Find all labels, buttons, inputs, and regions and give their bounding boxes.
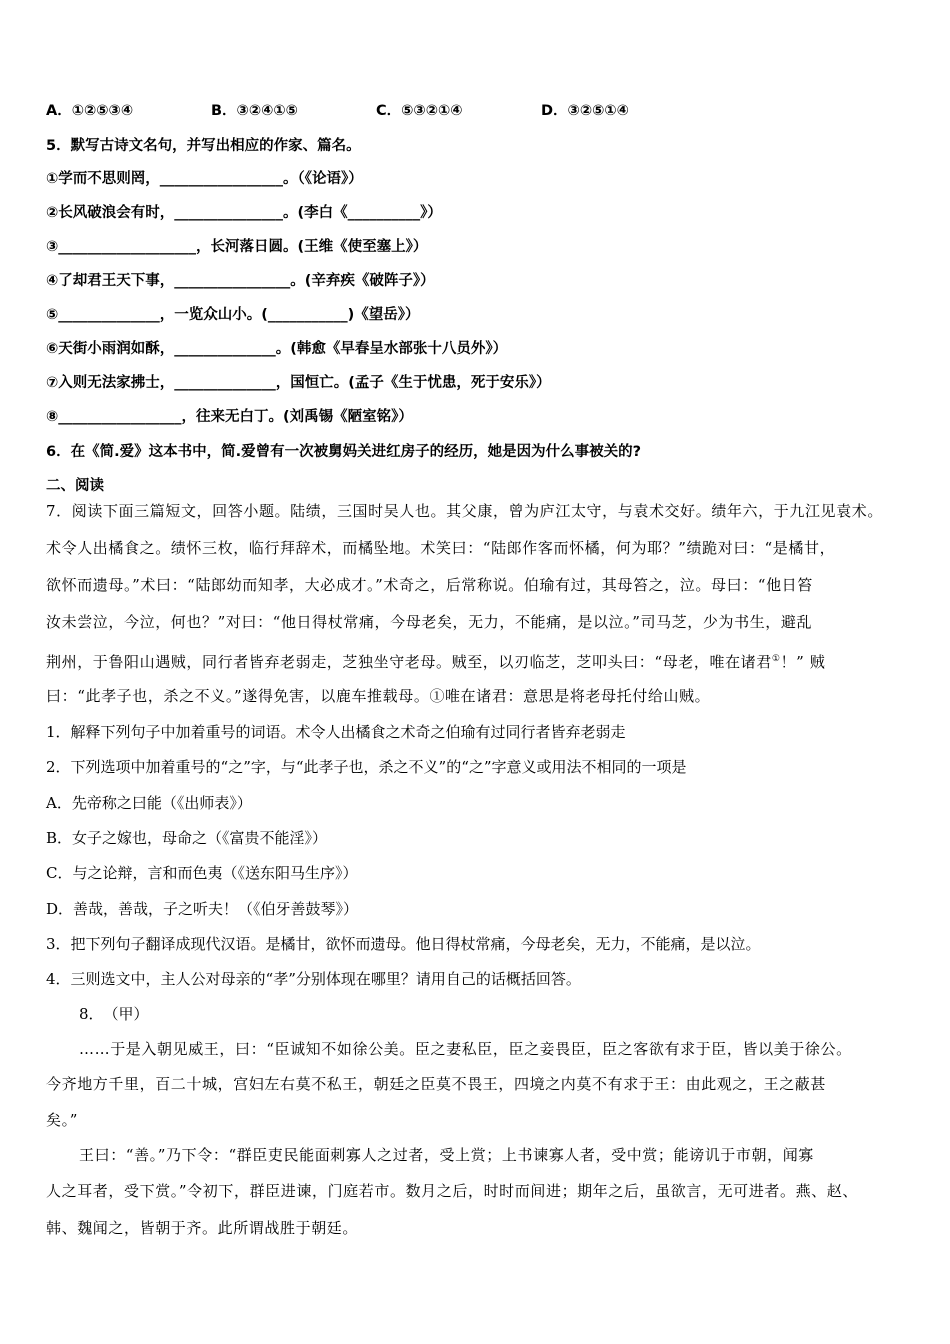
q5-line-3: ③___________________，长河落日圆。(王维《使至塞上》） (46, 239, 428, 255)
q8-line-6: 韩、魏闻之，皆朝于齐。此所谓战胜于朝廷。 (46, 1219, 359, 1237)
q5-title: 5．默写古诗文名句，并写出相应的作家、篇名。 (46, 138, 361, 154)
q7-passage-line-5-text: 荆州，于鲁阳山遇贼，同行者皆弃老弱走，芝独坐守老母。贼至，以刃临芝，芝叩头曰：“母老，唯在诸君 (46, 653, 772, 671)
q7-sub-1: 1．解释下列句子中加着重号的词语。术令人出橘食之术奇之伯瑜有过同行者皆弃老弱走 (46, 723, 626, 741)
q7-passage-line-6: 曰：“此孝子也，杀之不义。”遂得免害，以鹿车推载母。①唯在诸君：意思是将老母托付给山贼。 (46, 687, 711, 705)
q8-line-5: 人之耳者，受下赏。”令初下，群臣进谏，门庭若市。数月之后，时时而间进；期年之后，虽欲言，无可进者。燕、赵、 (46, 1182, 858, 1200)
q6-question: 6．在《简.爱》这本书中，简.爱曾有一次被舅妈关进红房子的经历，她是因为什么事被关的? (46, 444, 642, 460)
option-d: D．③②⑤①④ (541, 103, 629, 119)
q8-line-1: ……于是入朝见威王，曰：“臣诚知不如徐公美。臣之妻私臣，臣之妾畏臣，臣之客欲有求于臣，皆以美于徐公。 (79, 1040, 852, 1058)
q7-option-d: D．善哉，善哉，子之听夫！（《伯牙善鼓琴》） (46, 900, 359, 918)
section-heading: 二、阅读 (46, 478, 104, 494)
q7-passage-line-3: 欲怀而遗母。”术曰：“陆郎幼而知孝，大必成才。”术奇之，后常称说。伯瑜有过，其母笞之，泣。母曰：“他日笞 (46, 576, 813, 594)
q7-passage-line-2: 术令人出橘食之。绩怀三枚，临行拜辞术，而橘坠地。术笑曰：“陆郎作客而怀橘，何为耶？”绩跪对曰：“是橘甘， (46, 539, 836, 557)
q5-line-5: ⑤______________，一览众山小。(___________)《望岳》） (46, 307, 420, 323)
q8-line-2: 今齐地方千里，百二十城，宫妇左右莫不私王，朝廷之臣莫不畏王，四境之内莫不有求于王：由此观之，王之蔽甚 (46, 1075, 827, 1093)
q5-line-2: ②长风破浪会有时，_______________。(李白《__________》） (46, 205, 442, 221)
q5-line-4: ④了却君王天下事，________________。(辛弃疾《破阵子》） (46, 273, 435, 289)
q7-passage-line-5 (46, 649, 825, 672)
q7-sub-4: 4．三则选文中，主人公对母亲的“孝”分别体现在哪里？请用自己的话概括回答。 (46, 970, 581, 988)
q5-line-1: ①学而不思则罔，_________________。（《论语》） (46, 171, 363, 187)
q7-sub-2: 2．下列选项中加着重号的“之”字，与“此孝子也，杀之不义”的“之”字意义或用法不相同的一项是 (46, 758, 687, 776)
q7-option-c: C．与之论辩，言和而色夷（《送东阳马生序》） (46, 864, 358, 882)
q8-line-3: 矣。” (46, 1111, 78, 1129)
q7-sub-3: 3．把下列句子翻译成现代汉语。是橘甘，欲怀而遗母。他日得杖常痛，今母老矣，无力，不能痛，是以泣。 (46, 935, 761, 953)
q5-line-8: ⑧_________________，往来无白丁。(刘禹锡《陋室铭》） (46, 409, 413, 425)
option-a: A．①②⑤③④ (46, 103, 134, 119)
q5-line-6: ⑥天街小雨润如酥，______________。(韩愈《早春呈水部张十八员外》） (46, 341, 508, 357)
q7-option-b: B．女子之嫁也，母命之（《富贵不能淫》） (46, 829, 328, 847)
q5-line-7: ⑦入则无法家拂士，______________，国恒亡。(孟子《生于忧患，死于安乐》） (46, 375, 551, 391)
q8-heading: 8． （甲） (79, 1005, 149, 1023)
q7-passage-line-1: 7．阅读下面三篇短文，回答小题。陆绩，三国时吴人也。其父康，曾为庐江太守，与袁术交好。绩年六，于九江见袁术。 (46, 502, 883, 520)
q7-passage-line-5-tail: ！” 贼 (780, 653, 826, 671)
q7-option-a: A．先帝称之曰能（《出师表》） (46, 794, 252, 812)
option-b: B．③②④①⑤ (211, 103, 298, 119)
option-c: C．⑤③②①④ (376, 103, 463, 119)
footnote-mark: ① (771, 654, 781, 664)
q8-line-4: 王曰：“善。”乃下令：“群臣吏民能面刺寡人之过者，受上赏；上书谏寡人者，受中赏；能谤讥于市朝，闻寡 (79, 1146, 814, 1164)
q4-options (46, 101, 629, 121)
q7-passage-line-4: 汝未尝泣，今泣，何也？”对曰：“他日得杖常痛，今母老矣，无力，不能痛，是以泣。”司马芝，少为书生，避乱 (46, 613, 813, 631)
